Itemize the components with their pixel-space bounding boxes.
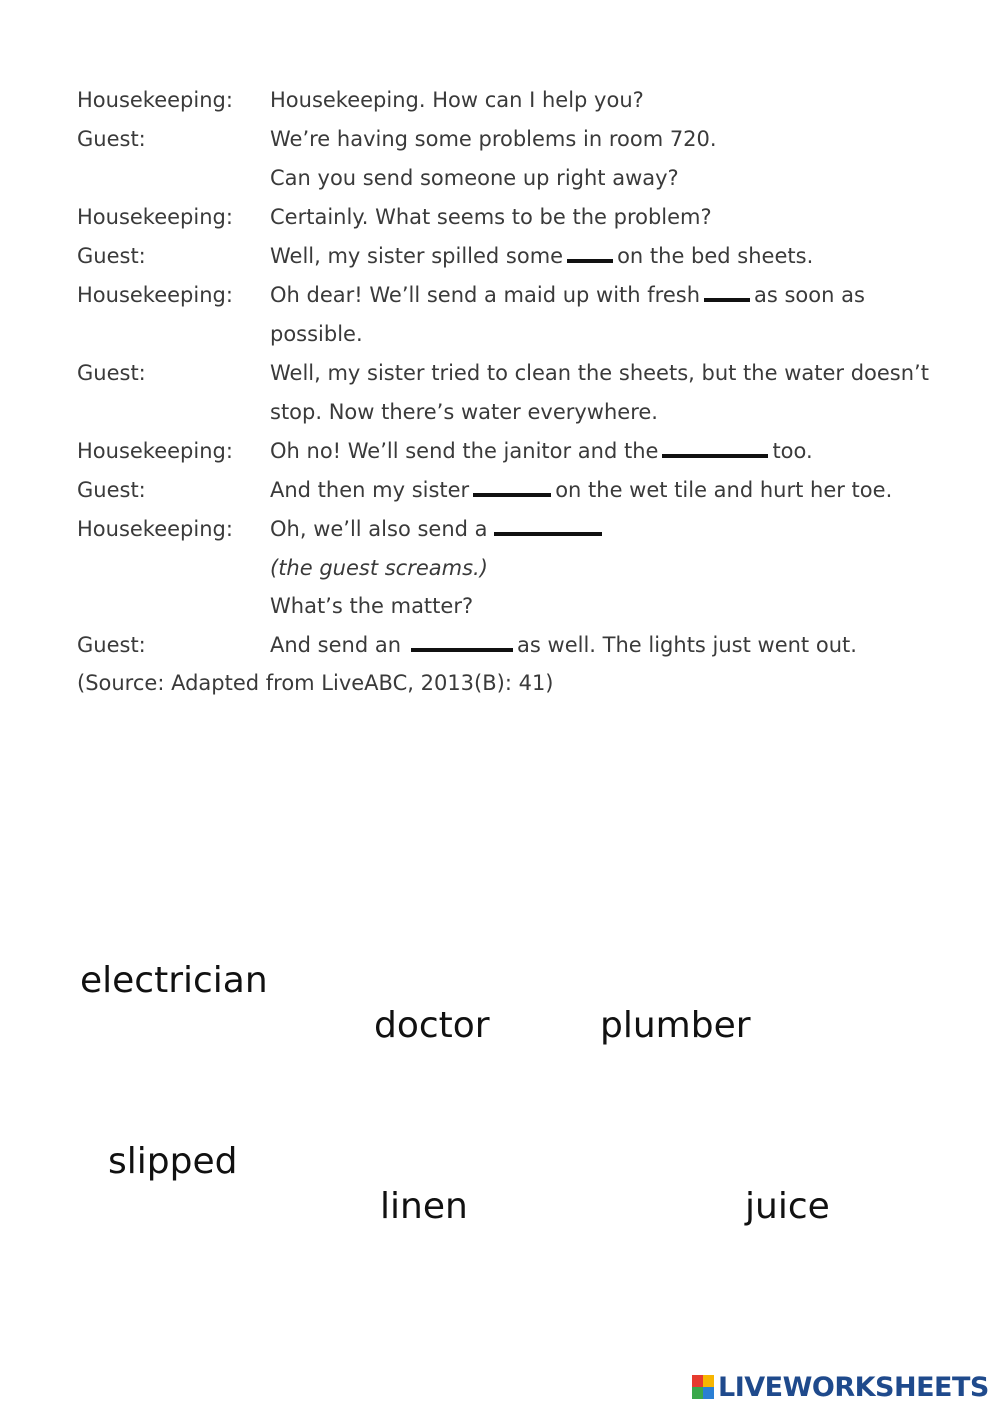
answer-drop-blank-1[interactable] [567, 245, 613, 263]
word-linen[interactable]: linen [380, 1186, 468, 1227]
dialogue-text-part: And then my sister [270, 478, 470, 502]
dialogue-line [0, 241, 999, 271]
dialogue-text-part: Housekeeping. How can I help you? [270, 88, 644, 112]
dialogue-line [0, 163, 999, 193]
logo-text: LIVEWORKSHEETS [718, 1371, 989, 1403]
dialogue-text [270, 358, 929, 388]
dialogue-line [0, 124, 999, 154]
source-citation: (Source: Adapted from LiveABC, 2013(B): 41) [77, 671, 554, 695]
dialogue-text [270, 514, 606, 544]
speaker-label: Guest: [77, 244, 146, 268]
dialogue-text-part: Oh no! We’ll send the janitor and the [270, 439, 659, 463]
word-doctor[interactable]: doctor [374, 1005, 490, 1046]
dialogue-line [0, 436, 999, 466]
dialogue-text [270, 319, 363, 349]
dialogue-line [0, 280, 999, 310]
dialogue-text-part: Well, my sister tried to clean the sheets, but the water doesn’t [270, 361, 929, 385]
dialogue-line [0, 591, 999, 621]
dialogue-line [0, 475, 999, 505]
dialogue-text-part: Oh, we’ll also send a [270, 517, 488, 541]
dialogue-line [0, 514, 999, 544]
dialogue-line [0, 397, 999, 427]
logo-square-blue [703, 1387, 714, 1399]
dialogue-text-part: Well, my sister spilled some [270, 244, 564, 268]
dialogue-text-part: on the bed sheets. [617, 244, 814, 268]
dialogue-text-part: Oh dear! We’ll send a maid up with fresh [270, 283, 700, 307]
dialogue-line [0, 553, 999, 583]
dialogue-text [270, 163, 679, 193]
logo-square-green [692, 1387, 703, 1399]
dialogue-text-part: Can you send someone up right away? [270, 166, 679, 190]
logo-grid-icon [692, 1375, 714, 1399]
word-juice[interactable]: juice [745, 1186, 830, 1227]
dialogue-text [270, 630, 857, 660]
speaker-label: Guest: [77, 478, 146, 502]
dialogue-line [0, 358, 999, 388]
dialogue-line [0, 202, 999, 232]
dialogue-text-part: stop. Now there’s water everywhere. [270, 400, 658, 424]
logo-square-red [692, 1375, 703, 1387]
dialogue-text-part: Certainly. What seems to be the problem? [270, 205, 712, 229]
answer-drop-blank-6[interactable] [411, 634, 513, 652]
dialogue-text [270, 280, 865, 310]
dialogue-text-part: too. [772, 439, 813, 463]
dialogue-text [270, 475, 892, 505]
liveworksheets-logo [692, 1370, 989, 1404]
logo-square-yellow [703, 1375, 714, 1387]
dialogue-text-part: And send an [270, 633, 402, 657]
dialogue-text-part: possible. [270, 322, 363, 346]
dialogue-text-part: as well. The lights just went out. [517, 633, 857, 657]
dialogue-text [270, 202, 712, 232]
dialogue-text [270, 591, 473, 621]
speaker-label: Guest: [77, 633, 146, 657]
dialogue-text-part: What’s the matter? [270, 594, 474, 618]
dialogue-line [0, 85, 999, 115]
speaker-label: Housekeeping: [77, 283, 233, 307]
dialogue-line [0, 630, 999, 660]
speaker-label: Housekeeping: [77, 88, 233, 112]
speaker-label: Housekeeping: [77, 439, 233, 463]
dialogue-text [270, 124, 717, 154]
word-slipped[interactable]: slipped [108, 1141, 238, 1182]
word-electrician[interactable]: electrician [80, 960, 268, 1001]
answer-drop-blank-2[interactable] [704, 284, 750, 302]
dialogue-text-part: We’re having some problems in room 720. [270, 127, 717, 151]
speaker-label: Guest: [77, 127, 146, 151]
dialogue-text [270, 397, 658, 427]
dialogue-text [270, 436, 813, 466]
answer-drop-blank-5[interactable] [494, 518, 602, 536]
dialogue-text-part: on the wet tile and hurt her toe. [555, 478, 893, 502]
word-plumber[interactable]: plumber [600, 1005, 751, 1046]
dialogue-text-part: as soon as [754, 283, 865, 307]
dialogue-text [270, 241, 813, 271]
dialogue-text-part: (the guest screams.) [270, 556, 488, 580]
stage-direction [270, 553, 488, 583]
answer-drop-blank-4[interactable] [473, 479, 551, 497]
speaker-label: Housekeeping: [77, 517, 233, 541]
speaker-label: Guest: [77, 361, 146, 385]
dialogue-line [0, 319, 999, 349]
answer-drop-blank-3[interactable] [662, 440, 768, 458]
dialogue-text [270, 85, 644, 115]
speaker-label: Housekeeping: [77, 205, 233, 229]
